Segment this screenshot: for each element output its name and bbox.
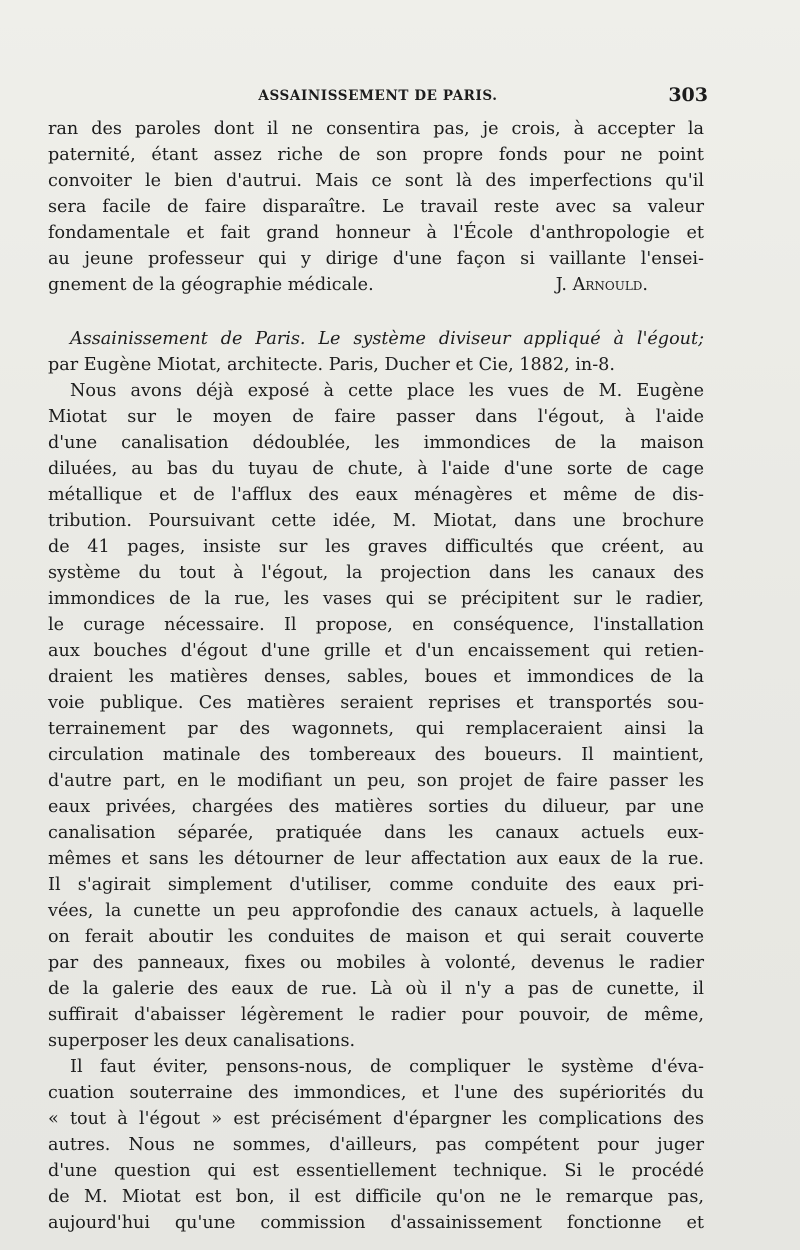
text-line: aux bouches d'égout d'une grille et d'un encaissement qui retien- bbox=[48, 641, 704, 661]
text-line: vées, la cunette un peu approfondie des canaux actuels, à laquelle bbox=[48, 901, 704, 921]
page-header bbox=[48, 84, 708, 110]
text-line: d'une question qui est essentiellement technique. Si le procédé bbox=[48, 1161, 704, 1181]
text-line: canalisation séparée, pratiquée dans les canaux actuels eux- bbox=[48, 823, 704, 843]
paragraph-1 bbox=[48, 378, 704, 1054]
text-line: mêmes et sans les détourner de leur affectation aux eaux de la rue. bbox=[48, 849, 704, 869]
text-line: Nous avons déjà exposé à cette place les vues de M. Eugène bbox=[70, 381, 704, 401]
text-line: voie publique. Ces matières seraient reprises et transportés sou- bbox=[48, 693, 704, 713]
text-line: tribution. Poursuivant cette idée, M. Miotat, dans une brochure bbox=[48, 511, 704, 531]
running-title: ASSAINISSEMENT DE PARIS. bbox=[258, 88, 498, 104]
text-line: de 41 pages, insiste sur les graves difficultés que créent, au bbox=[48, 537, 704, 557]
text-line: système du tout à l'égout, la projection dans les canaux des bbox=[48, 563, 704, 583]
text-line: circulation matinale des tombereaux des boueurs. Il maintient, bbox=[48, 745, 704, 765]
text-line: de la galerie des eaux de rue. Là où il n'y a pas de cunette, il bbox=[48, 979, 704, 999]
text-line: immondices de la rue, les vases qui se précipitent sur le radier, bbox=[48, 589, 704, 609]
author-signature: J. Arnould. bbox=[555, 275, 648, 295]
text-line: sera facile de faire disparaître. Le travail reste avec sa valeur bbox=[48, 197, 704, 217]
text-line: autres. Nous ne sommes, d'ailleurs, pas compétent pour juger bbox=[48, 1135, 704, 1155]
section-gap bbox=[48, 298, 704, 326]
paragraph-2 bbox=[48, 1054, 704, 1236]
review-conclusion bbox=[48, 116, 704, 272]
text-line: Il faut éviter, pensons-nous, de compliquer le système d'éva- bbox=[70, 1057, 704, 1077]
page-number: 303 bbox=[668, 84, 708, 106]
text-line: le curage nécessaire. Il propose, en conséquence, l'installation bbox=[48, 615, 704, 635]
closing-text: gnement de la géographie médicale. bbox=[48, 275, 374, 295]
text-line: suffirait d'abaisser légèrement le radier pour pouvoir, de même, bbox=[48, 1005, 704, 1025]
text-line: diluées, au bas du tuyau de chute, à l'aide d'une sorte de cage bbox=[48, 459, 704, 479]
closing-line bbox=[48, 272, 704, 298]
text-line: d'une canalisation dédoublée, les immondices de la maison bbox=[48, 433, 704, 453]
text-line: superposer les deux canalisations. bbox=[48, 1031, 356, 1051]
article-byline: par Eugène Miotat, architecte. Paris, Ducher et Cie, 1882, in-8. bbox=[48, 355, 615, 375]
article-title: Assainissement de Paris. Le système diviseur appliqué à l'égout; bbox=[70, 329, 704, 349]
text-line: terrainement par des wagonnets, qui remplaceraient ainsi la bbox=[48, 719, 704, 739]
text-line: ran des paroles dont il ne consentira pas, je crois, à accepter la bbox=[48, 119, 704, 139]
text-line: d'autre part, en le modifiant un peu, son projet de faire passer les bbox=[48, 771, 704, 791]
text-line: cuation souterraine des immondices, et l'une des supériorités du bbox=[48, 1083, 704, 1103]
text-line: on ferait aboutir les conduites de maison et qui serait couverte bbox=[48, 927, 704, 947]
text-line: draient les matières denses, sables, boues et immondices de la bbox=[48, 667, 704, 687]
text-line: par des panneaux, fixes ou mobiles à volonté, devenus le radier bbox=[48, 953, 704, 973]
text-line: convoiter le bien d'autrui. Mais ce sont là des imperfections qu'il bbox=[48, 171, 704, 191]
text-body bbox=[48, 116, 704, 1236]
text-line: fondamentale et fait grand honneur à l'École d'anthropologie et bbox=[48, 223, 704, 243]
text-line: Miotat sur le moyen de faire passer dans l'égout, à l'aide bbox=[48, 407, 704, 427]
text-line: au jeune professeur qui y dirige d'une façon si vaillante l'ensei- bbox=[48, 249, 704, 269]
text-line: Il s'agirait simplement d'utiliser, comme conduite des eaux pri- bbox=[48, 875, 704, 895]
text-line: paternité, étant assez riche de son propre fonds pour ne point bbox=[48, 145, 704, 165]
text-line: aujourd'hui qu'une commission d'assainissement fonctionne et bbox=[48, 1213, 704, 1233]
text-line: métallique et de l'afflux des eaux ménagères et même de dis- bbox=[48, 485, 704, 505]
text-line: eaux privées, chargées des matières sorties du dilueur, par une bbox=[48, 797, 704, 817]
text-line: de M. Miotat est bon, il est difficile qu'on ne le remarque pas, bbox=[48, 1187, 704, 1207]
text-line: « tout à l'égout » est précisément d'épargner les complications des bbox=[48, 1109, 704, 1129]
